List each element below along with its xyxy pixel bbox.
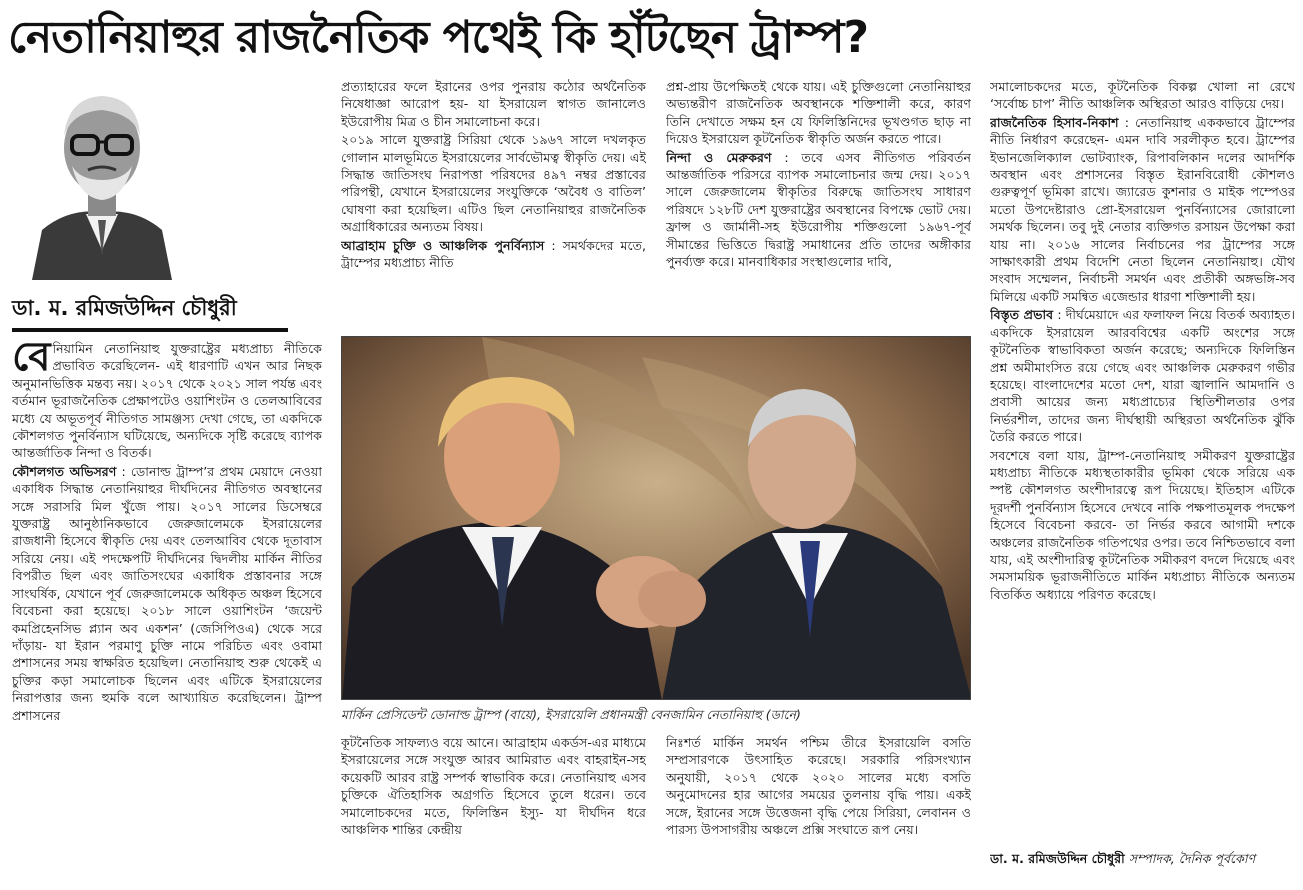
handshake-photo-icon: [342, 337, 971, 700]
section-political-calculus: [990, 114, 1295, 305]
intro-text: নিয়ামিন নেতানিয়াহু যুক্তরাষ্ট্রের মধ্যপ্রাচ্য নীতিকে প্রভাবিত করেছিলেন- এই ধারণাটি এখন আর নিছক অনুমানভিত্তিক মন্তব্য নয়। ২০১৭ থেকে ২০২১ সাল পর্যন্ত এবং বর্তমান ভূরাজনৈতিক প্রেক্ষাপটেও ওয়াশিংটন ও তেলআবিবের মধ্যে যে অভূতপূর্ব নীতিগত সামঞ্জস্য দেখা গেছে, তা একদিকে কৌশলগত পুনর্বিন্যাস ঘটিয়েছে, অন্যদিকে সৃষ্টি করেছে ব্যাপক আন্তর্জাতিক নিন্দা ও বিতর্ক।: [12, 341, 322, 461]
paragraph: সমালোচকদের মতে, কূটনৈতিক বিকল্প খোলা না রেখে ‘সর্বোচ্চ চাপ’ নীতি আঞ্চলিক অস্থিরতা আরও বাড়িয়ে দেয়।: [990, 79, 1295, 112]
paragraph: নিঃশর্ত মার্কিন সমর্থন পশ্চিম তীরে ইসরায়েলি বসতি সম্প্রসারণকে উৎসাহিত করেছে। সরকারি পরিসংখ্যান অনুযায়ী, ২০১৭ থেকে ২০২০ সালের মধ্যে বসতি অনুমোদনের হার আগের সময়ের তুলনায় বৃদ্ধি পায়। একই সঙ্গে, ইরানের সঙ্গে উত্তেজনা বৃদ্ধি পেয়ে সিরিয়া, লেবানন ও পারস্য উপসাগরীয় অঞ্চলে প্রক্সি সংঘাতে রূপ নেয়।: [666, 735, 971, 838]
section-text: : ডোনাল্ড ট্রাম্প’র প্রথম মেয়াদে নেওয়া একাধিক সিদ্ধান্ত নেতানিয়াহুর দীর্ঘদিনের নীতিগত অবস্থানের সঙ্গে সরাসরি মিল খুঁজে পায়। ২০১৭ সালের ডিসেম্বরে যুক্তরাষ্ট্র আনুষ্ঠানিকভাবে জেরুজালেমকে ইসরায়েলের রাজধানী হিসেবে স্বীকৃতি দেয় এবং তেলআবিব থেকে দূতাবাস সরিয়ে নেয়। এই পদক্ষেপটি দীর্ঘদিনের দ্বিদলীয় মার্কিন নীতির বিপরীত ছিল এবং জাতিসংঘের একাধিক প্রস্তাবনার সঙ্গে সাংঘর্ষিক, যেখানে পূর্ব জেরুজালেমকে অধিকৃত অঞ্চল হিসেবে বিবেচনা করা হয়েছে। ২০১৮ সালে ওয়াশিংটন ‘জয়েন্ট কমপ্রিহেনসিভ প্ল্যান অব একশন’ (জেসিপিওএ) থেকে সরে দাঁড়ায়- যা ইরান পরমাণু চুক্তি নামে পরিচিত এবং ওবামা প্রশাসনের সময় স্বাক্ষরিত হয়েছিল। নেতানিয়াহু শুরু থেকেই এ চুক্তির কড়া সমালোচক ছিলেন এবং এটিকে ইসরায়েলের নিরাপত্তার জন্য হুমকি বলে আখ্যায়িত করেছিলেন। ট্রাম্প প্রশাসনের: [12, 463, 322, 723]
intro-paragraph: [12, 340, 322, 462]
signature: [990, 848, 1295, 870]
article-column-1: [12, 340, 322, 872]
section-condemnation: [666, 149, 971, 271]
subheading-abraham-accords: আব্রাহাম চুক্তি ও আঞ্চলিক পুনর্বিন্যাস: [341, 237, 545, 253]
paragraph: সবশেষে বলা যায়, ট্রাম্প-নেতানিয়াহু সমীকরণ যুক্তরাষ্ট্রের মধ্যপ্রাচ্য নীতিকে মধ্যস্থতাকারীর ভূমিকা থেকে সরিয়ে এক স্পষ্ট কৌশলগত অংশীদারত্বে রূপ দিয়েছে। ইতিহাস এটিকে দূরদর্শী পুনর্বিন্যাস হিসেবে দেখবে নাকি পক্ষপাতমূলক পদক্ষেপ হিসেবে বিবেচনা করবে- তা নির্ভর করবে আগামী দশকে অঞ্চলের রাজনৈতিক গতিপথের ওপর। তবে নিশ্চিতভাবে বলা যায়, এই অংশীদারিত্ব কূটনৈতিক সমীকরণ বদলে দিয়েছে এবং সমসাময়িক ভূরাজনীতিতে মার্কিন মধ্যপ্রাচ্য নীতিকে অন্যতম বিতর্কিত অধ্যায়ে পরিণত করেছে।: [990, 447, 1295, 602]
signature-role: সম্পাদক, দৈনিক পূর্বকোণ: [1128, 851, 1256, 866]
section-text: : দীর্ঘমেয়াদে এর ফলাফল নিয়ে বিতর্ক অব্যাহত। একদিকে ইসরায়েল আরববিশ্বের একটি অংশের সঙ্গে কূটনৈতিক স্বাভাবিকতা অর্জন করেছে; অন্যদিকে ফিলিস্তিন প্রশ্ন অমীমাংসিত রয়ে গেছে এবং আঞ্চলিক মেরুকরণ গভীর হয়েছে। বাংলাদেশের মতো দেশ, যারা জ্বালানি আমদানি ও প্রবাসী আয়ের জন্য মধ্যপ্রাচ্যের স্থিতিশীলতার ওপর নির্ভরশীল, তাদের জন্য দীর্ঘস্থায়ী অস্থিরতা অর্থনৈতিক ঝুঁকি তৈরি করতে পারে।: [990, 307, 1295, 445]
author-portrait-icon: [28, 80, 176, 280]
paragraph: ২০১৯ সালে যুক্তরাষ্ট্র সিরিয়া থেকে ১৯৬৭ সালে দখলকৃত গোলান মালভূমিতে ইসরায়েলের সার্বভৌমত্ব স্বীকৃতি দেয়। এই সিদ্ধান্ত জাতিসংঘ নিরাপত্তা পরিষদের ৪৯৭ নম্বর প্রস্তাবের পরিপন্থী, যেখানে ইসরায়েলের সংযুক্তিকে ‘অবৈধ ও বাতিল’ ঘোষণা করা হয়েছিল। এটিও ছিল নেতানিয়াহুর রাজনৈতিক অগ্রাধিকারের অন্যতম বিষয়।: [341, 132, 646, 235]
section-strategic-convergence: [12, 463, 322, 724]
photo-caption: মার্কিন প্রেসিডেন্ট ডোনাল্ড ট্রাম্প (বায়ে), ইসরায়েলি প্রধানমন্ত্রী বেনজামিন নেতানিয়াহু (ডানে): [341, 707, 801, 722]
section-wider-impact: [990, 306, 1295, 445]
subheading-strategic-convergence: কৌশলগত অভিসরণ: [12, 463, 117, 479]
section-abraham-accords: [341, 237, 646, 272]
section-text: : নেতানিয়াহু এককভাবে ট্রাম্পের নীতি নির্ধারণ করেছেন- এমন দাবি সরলীকৃত হবে। ট্রাম্পের ইভানজেলিক্যাল ভোটব্যাংক, রিপাবলিকান দলের আদর্শিক অবস্থান এবং প্রশাসনের বিস্তৃত ইরানবিরোধী কৌশলও গুরুত্বপূর্ণ ভূমিকা রাখে। জ্যারেড কুশনার ও মাইক পম্পেওর মতো উপদেষ্টারাও প্রো-ইসরায়েল পুনর্বিন্যাসের জোরালো সমর্থক ছিলেন। তবু দুই নেতার ব্যক্তিগত রসায়ন উপেক্ষা করা যায় না। ২০১৬ সালের নির্বাচনের পর ট্রাম্পের সঙ্গে সাক্ষাৎকারী প্রথম বিদেশি নেতা ছিলেন নেতানিয়াহু। যৌথ সংবাদ সম্মেলন, নির্বাচনী সমর্থন এবং প্রতীকী অঙ্গভঙ্গি-সব মিলিয়ে একটি সমন্বিত এজেন্ডার ধারণা শক্তিশালী হয়।: [990, 114, 1295, 304]
paragraph: প্রত্যাহারের ফলে ইরানের ওপর পুনরায় কঠোর অর্থনৈতিক নিষেধাজ্ঞা আরোপ হয়- যা ইসরায়েল স্বাগত জানালেও ইউরোপীয় মিত্র ও চীন সমালোচনা করে।: [341, 79, 646, 129]
article-column-3-top: [666, 78, 971, 330]
paragraph: প্রশ্ন-প্রায় উপেক্ষিতই থেকে যায়। এই চুক্তিগুলো নেতানিয়াহুর অভ্যন্তরীণ রাজনৈতিক অবস্থানকে শক্তিশালী করে, কারণ তিনি দেখাতে সক্ষম হন যে ফিলিস্তিনিদের ভূখণ্ডগত ছাড় না দিয়েও ইসরায়েল কূটনৈতিক স্বীকৃতি অর্জন করতে পারে।: [666, 79, 971, 147]
article-column-3-bottom: [666, 734, 971, 874]
section-text: : সমর্থকদের মতে, ট্রাম্পের মধ্যপ্রাচ্য নীতি: [341, 237, 646, 271]
subheading-condemnation: নিন্দা ও মেরুকরণ: [666, 149, 772, 165]
article-column-2-bottom: [341, 734, 646, 874]
article-column-4: [990, 78, 1295, 844]
subheading-political-calculus: রাজনৈতিক হিসাব-নিকাশ: [990, 114, 1119, 130]
byline-divider: [12, 328, 288, 332]
headline: নেতানিয়াহুর রাজনৈতিক পথেই কি হাঁটছেন ট্রাম্প?: [8, 12, 869, 63]
dropcap: বে: [12, 340, 51, 380]
signature-name: ডা. ম. রমিজউদ্দিন চৌধুরী: [990, 851, 1125, 866]
paragraph: কূটনৈতিক সাফল্যও বয়ে আনে। আব্রাহাম একর্ডস-এর মাধ্যমে ইসরায়েলের সঙ্গে সংযুক্ত আরব আমিরাত এবং বাহরাইন-সহ কয়েকটি আরব রাষ্ট্র সম্পর্ক স্বাভাবিক করে। নেতানিয়াহু এসব চুক্তিকে ঐতিহাসিক অগ্রগতি হিসেবে তুলে ধরেন। তবে সমালোচকদের মতে, ফিলিস্তিন ইস্যু- যা দীর্ঘদিন ধরে আঞ্চলিক শান্তির কেন্দ্রীয়: [341, 735, 646, 838]
article-photo: [341, 336, 971, 700]
article-column-2-top: [341, 78, 646, 330]
section-text: : তবে এসব নীতিগত পরিবর্তন আন্তর্জাতিক পরিসরে ব্যাপক সমালোচনার জন্ম দেয়। ২০১৭ সালে জেরুজালেম স্বীকৃতির বিরুদ্ধে জাতিসংঘ সাধারণ পরিষদে ১২৮টি দেশ যুক্তরাষ্ট্রের অবস্থানের বিপক্ষে ভোট দেয়। ফ্রান্স ও জার্মানী-সহ ইউরোপীয় শক্তিগুলো ১৯৬৭-পূর্ব সীমান্তের ভিত্তিতে দ্বিরাষ্ট্র সমাধানের প্রতি তাদের অঙ্গীকার পুনর্ব্যক্ত করে। মানবাধিকার সংস্থাগুলোর দাবি,: [666, 149, 971, 270]
author-name: ডা. ম. রমিজউদ্দিন চৌধুরী: [12, 296, 237, 320]
subheading-wider-impact: বিস্তৃত প্রভাব: [990, 307, 1054, 323]
